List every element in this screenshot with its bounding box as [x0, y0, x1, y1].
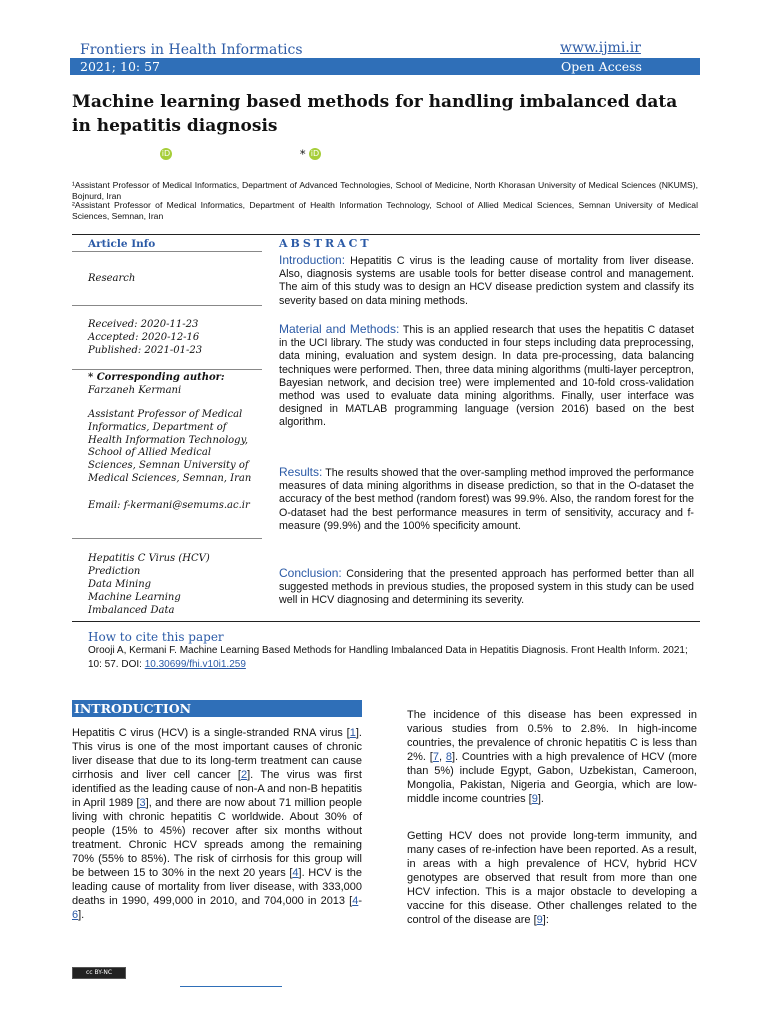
cite-heading: How to cite this paper: [88, 630, 224, 644]
top-rule: [72, 234, 700, 235]
corresponding-star: *: [300, 148, 306, 161]
ref-link[interactable]: 9: [531, 793, 538, 805]
text: ]. Countries with a high prevalence of HCV (more than 5%) include Egypt, Gabon, Uzbekistan, Cameroon, Mongolia, Pakistan, Nigeria and Georgia, which are low-middle income countries [: [407, 751, 697, 805]
info-rule: [72, 305, 262, 306]
text: -: [358, 895, 362, 907]
orcid-icon[interactable]: iD: [310, 149, 320, 158]
section-label: Conclusion:: [279, 566, 342, 580]
keyword: Imbalanced Data: [88, 605, 175, 616]
journal-name: Frontiers in Health Informatics: [80, 42, 303, 58]
article-info-heading: Article Info: [88, 238, 156, 250]
text: ]:: [542, 914, 549, 926]
info-rule: [72, 369, 262, 370]
cite-text: [88, 644, 694, 671]
section-text: The results showed that the over-sampling method improved the performance measures of data mining algorithms in disease prediction, so that in the O-dataset the accuracy of the best method (random forest) was 99.9%. Also, the random forest for the O-dataset had the best performance measures in term of sensitivity, accuracy and f-measure (99.9%) and the 100% specificity amount.: [279, 467, 694, 532]
corresponding-name: Farzaneh Kermani: [88, 385, 182, 396]
cc-license-badge[interactable]: cc BY-NC: [72, 967, 126, 979]
ref-link[interactable]: 7: [432, 751, 439, 763]
corresponding-affiliation: Assistant Professor of Medical Informatics, Department of Health Information Technology, School of Allied Medical Sciences, Semnan University of Medical Sciences, Semnan, Iran: [88, 409, 252, 484]
text: ], and there are now about 71 million people living with chronic hepatitis C worldwide. About 30% of people (15% to 45%) recover after six months without treatment. Chronic HCV spreads among the remaining 70% (55% to 85%). The risk of cirrhosis for this group will be between 15 to 30% in the next 20 years [: [72, 797, 362, 879]
published-date: Published: 2021-01-23: [88, 345, 203, 356]
abstract-conclusion: [279, 567, 694, 608]
ref-link[interactable]: 4: [352, 895, 359, 907]
section-label: Results:: [279, 465, 323, 479]
abstract-introduction: [279, 254, 694, 308]
doi-link[interactable]: 10.30699/fhi.v10i1.259: [144, 658, 246, 670]
affiliation-1: ¹Assistant Professor of Medical Informatics, Department of Advanced Technologies, School of Medicine, North Khorasan University of Medical Sciences (NKUMS), Bojnurd, Iran: [72, 180, 698, 201]
ref-link[interactable]: 6: [72, 909, 79, 921]
text: ,: [438, 751, 446, 763]
section-text: Hepatitis C virus is the leading cause of mortality from liver disease. Also, diagnosis systems are usable tools for better disease control and management. The aim of this study was to design an HCV disease prediction system and classify its severity based on data mining methods.: [279, 255, 694, 307]
ref-link[interactable]: 3: [139, 797, 146, 809]
keyword: Data Mining: [88, 579, 152, 590]
text: ]. This virus is one of the most important causes of chronic liver disease that due to its long-term treatment can cause cirrhosis and liver cell cancer [: [72, 727, 362, 781]
keyword: Hepatitis C Virus (HCV): [88, 553, 210, 564]
received-date: Received: 2020-11-23: [88, 319, 199, 330]
section-label: Introduction:: [279, 253, 346, 267]
ref-link[interactable]: 4: [292, 867, 299, 879]
paper-title: Machine learning based methods for handling imbalanced data in hepatitis diagnosis: [72, 92, 678, 136]
info-rule: [72, 538, 262, 539]
bottom-rule: [72, 621, 700, 622]
intro-paragraph-right-1: [407, 708, 697, 806]
text: ]. HCV is the leading cause of mortality from liver disease, with 333,000 deaths in 1990, 499,000 in 2010, and 704,000 in 2013 [: [72, 867, 362, 907]
footer-rule: [180, 986, 282, 987]
keyword: Prediction: [88, 566, 141, 577]
text: The incidence of this disease has been expressed in various studies from 0.5% to 2.8%. In high-income countries, the prevalence of chronic hepatitis C is less than 2%. [: [407, 709, 697, 763]
abstract-results: [279, 466, 694, 533]
open-access-label: Open Access: [561, 59, 642, 74]
section-text: This is an applied research that uses the hepatitis C dataset in the UCI library. The study was conducted in four steps including data preprocessing, data mining, evaluation and system design. In data pre-processing, data balancing techniques were performed. Then, three data mining algorithms (multi-layer perceptron, Bayesian network, and decision tree) were implemented and 10-fold cross-validation method was used to evaluate data mining algorithms. Finally, user interface was designed in MATLAB programming language (version 2016) based on the best algorithm.: [279, 324, 695, 429]
orcid-icon[interactable]: iD: [161, 149, 171, 158]
info-rule: [72, 251, 262, 252]
journal-url-link[interactable]: www.ijmi.ir: [560, 40, 641, 56]
article-type: Research: [88, 273, 136, 284]
cite-body: Orooji A, Kermani F. Machine Learning Based Methods for Handling Imbalanced Data in Hepatitis Diagnosis. Front Health Inform. 2021; 10: 57. DOI:: [88, 645, 688, 670]
ref-link[interactable]: 1: [349, 727, 356, 739]
introduction-heading: INTRODUCTION: [74, 701, 192, 716]
text: ].: [537, 793, 544, 805]
ref-link[interactable]: 2: [240, 769, 248, 781]
corresponding-email: Email: f-kermani@semums.ac.ir: [88, 500, 250, 511]
abstract-methods: [279, 323, 694, 430]
ref-link[interactable]: 8: [445, 751, 452, 763]
text: Hepatitis C virus (HCV) is a single-stranded RNA virus [: [72, 727, 350, 739]
text: ]. The virus was first identified as the leading cause of non-A and non-B hepatitis in April 1989 [: [72, 769, 362, 809]
issue-info: 2021; 10: 57: [80, 59, 160, 74]
section-text: Considering that the presented approach has performed better than all suggested methods in previous studies, the proposed system in this study can be used well in HCV diagnosing and determining its severity.: [279, 568, 694, 607]
corresponding-label: * Corresponding author:: [88, 372, 225, 383]
section-label: Material and Methods:: [279, 322, 400, 336]
intro-paragraph-right-2: [407, 829, 697, 927]
affiliation-2: ²Assistant Professor of Medical Informatics, Department of Health Information Technology, School of Allied Medical Sciences, Semnan University of Medical Sciences, Semnan, Iran: [72, 200, 698, 221]
text: Getting HCV does not provide long-term immunity, and many cases of re-infection have been reported. As a result, in areas with a high prevalence of HCV, hybrid HCV genotypes are observed that result from more than one HCV infection. This is a major obstacle to developing a vaccine for this disease. Other challenges related to the control of the disease are [: [407, 830, 697, 926]
text: ].: [78, 909, 85, 921]
abstract-heading: ABSTRACT: [279, 237, 372, 250]
ref-link[interactable]: 9: [536, 914, 543, 926]
intro-paragraph-left: [72, 726, 362, 922]
accepted-date: Accepted: 2020-12-16: [88, 332, 200, 343]
keyword: Machine Learning: [88, 592, 181, 603]
